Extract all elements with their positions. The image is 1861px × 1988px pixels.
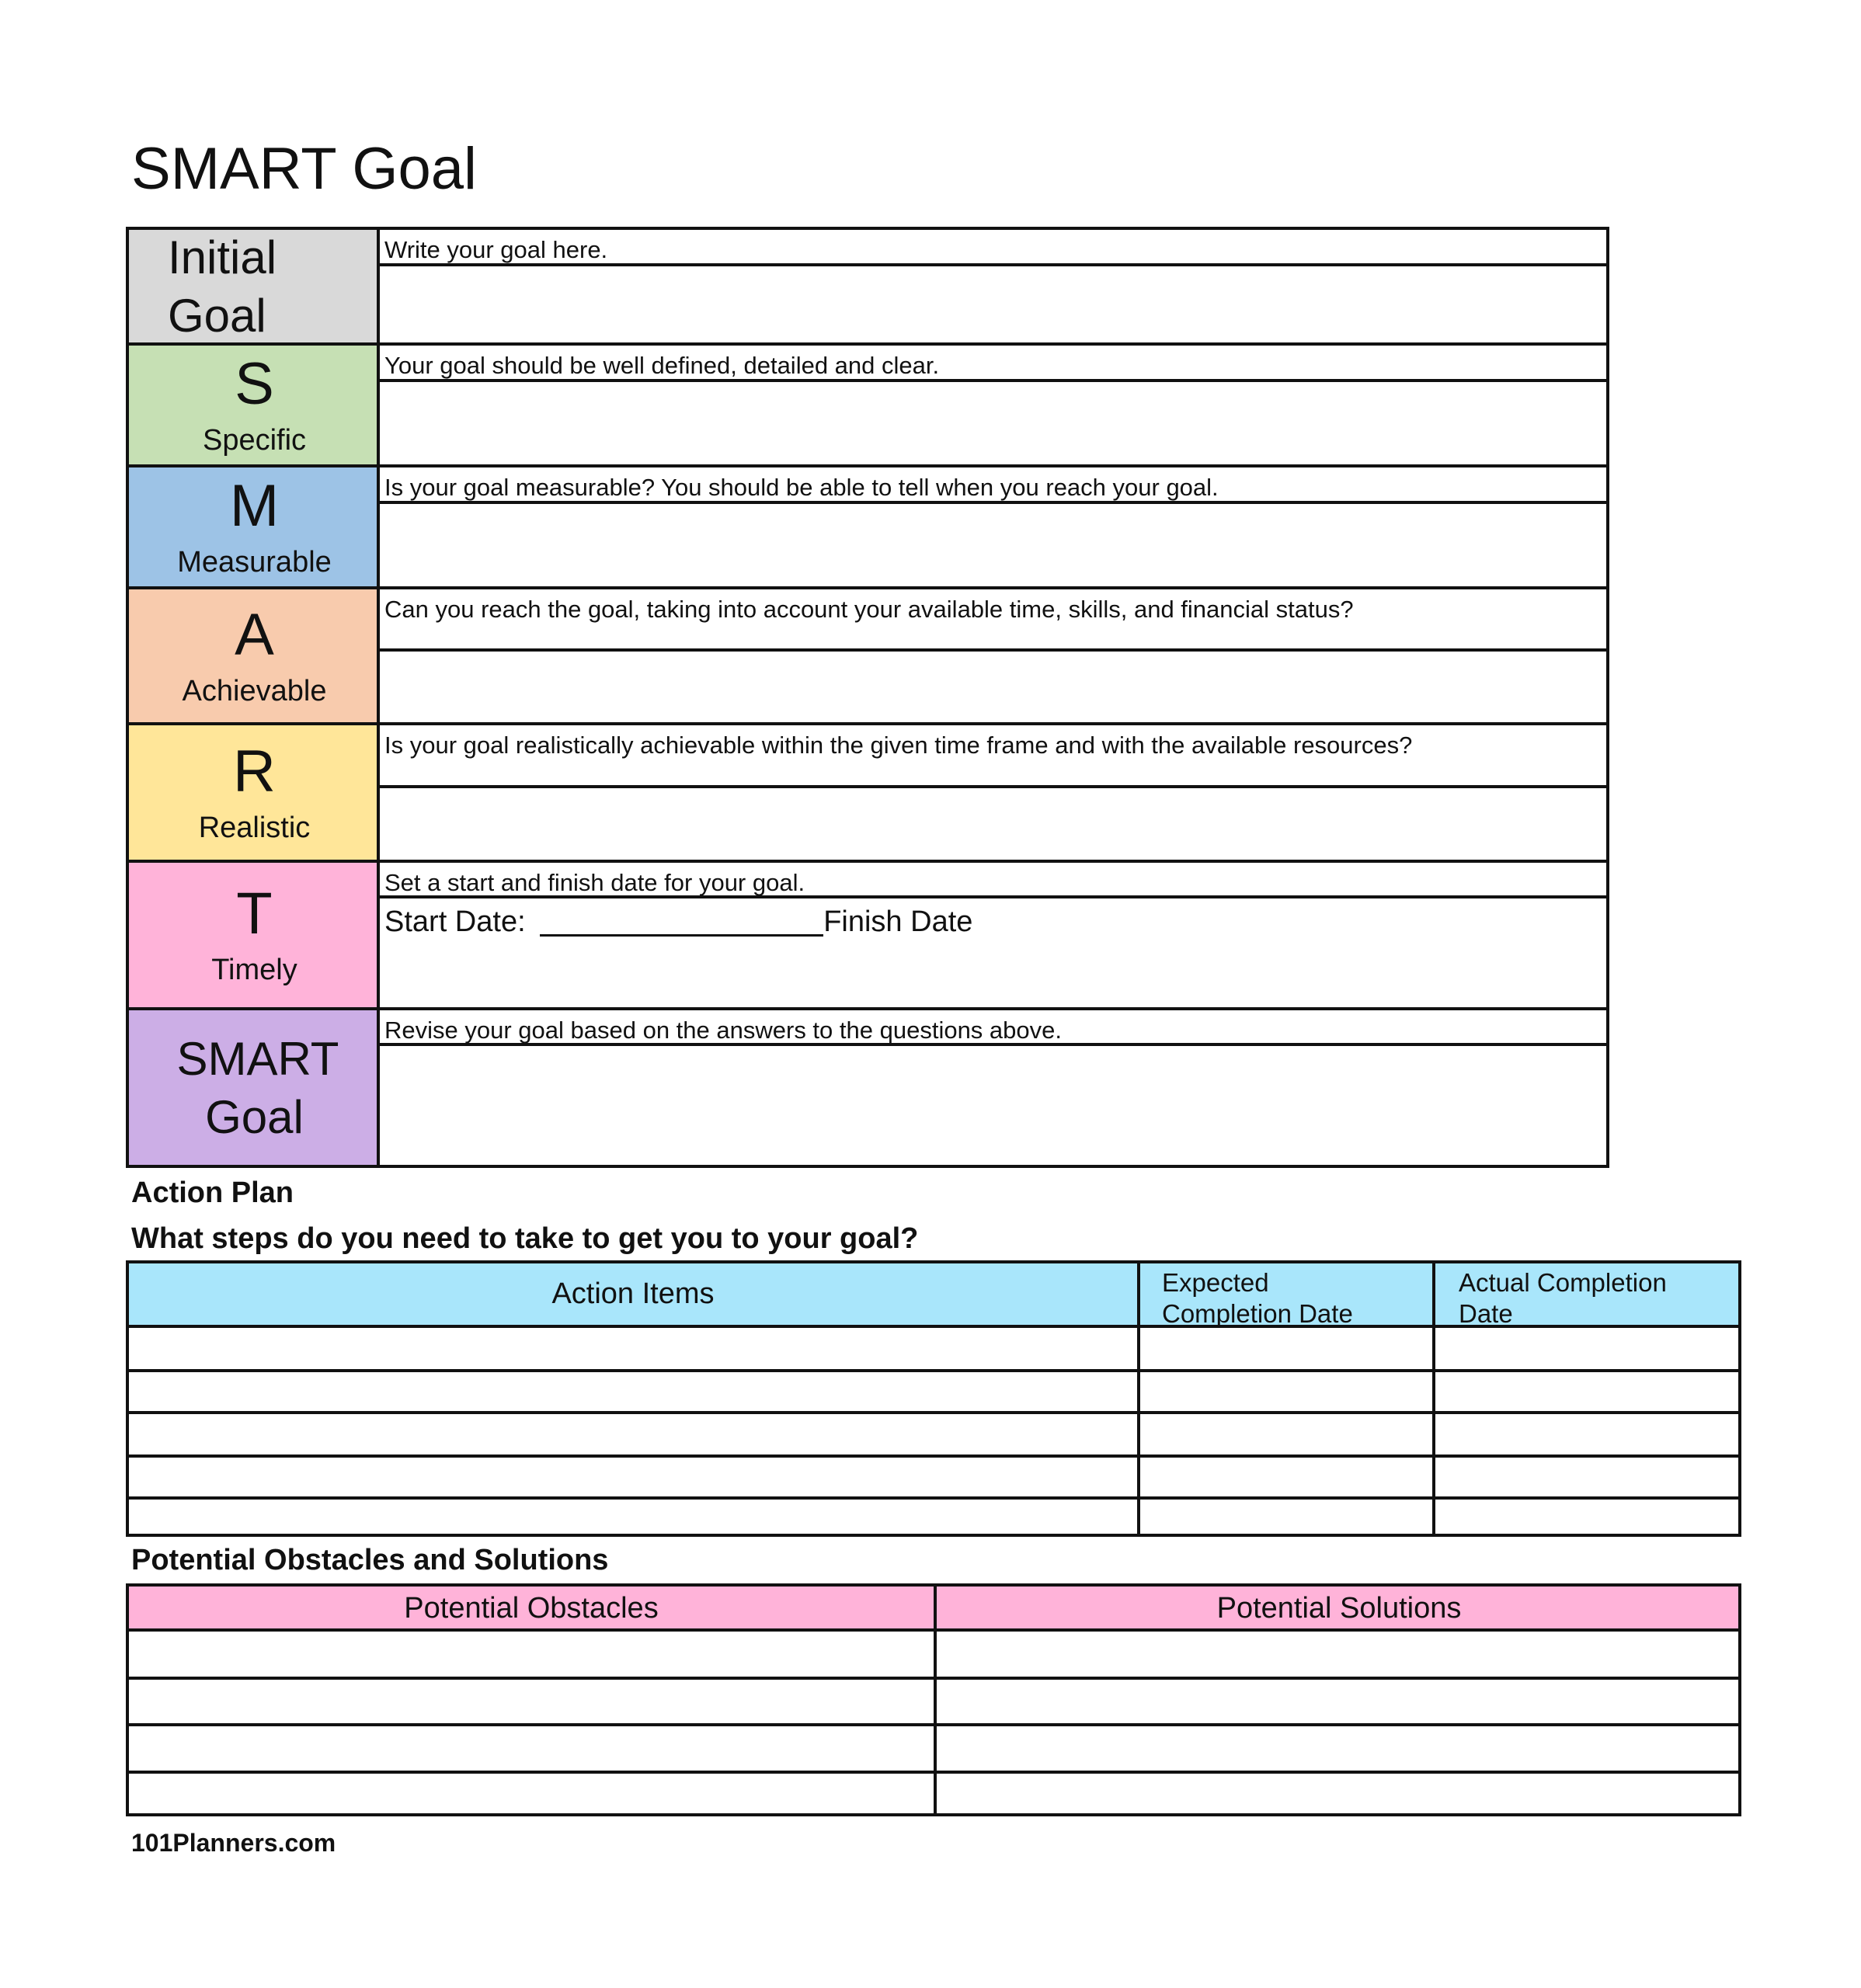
column-header-solutions: Potential Solutions bbox=[1216, 1592, 1462, 1625]
prompt-measurable: Is your goal measurable? You should be able to tell when you reach your goal. bbox=[384, 474, 1219, 501]
label-realistic bbox=[129, 725, 380, 863]
action-plan-question: What steps do you need to take to get you to your goal? bbox=[131, 1222, 919, 1255]
start-date-field[interactable] bbox=[540, 908, 823, 937]
prompt-underline bbox=[380, 263, 1606, 266]
label-initial-goal bbox=[129, 230, 380, 346]
obstacles-heading: Potential Obstacles and Solutions bbox=[131, 1544, 609, 1576]
row-divider bbox=[380, 860, 1606, 863]
letter-r: R bbox=[233, 738, 276, 805]
table-row bbox=[129, 1496, 1738, 1500]
table-row bbox=[129, 1325, 1738, 1328]
prompt-achievable: Can you reach the goal, taking into account your available time, skills, and financial status? bbox=[384, 596, 1354, 623]
footer-site: 101Planners.com bbox=[131, 1829, 336, 1857]
column-header-action-items: Action Items bbox=[551, 1277, 715, 1310]
label-smart-goal bbox=[129, 1010, 380, 1165]
prompt-underline bbox=[380, 501, 1606, 504]
letter-t: T bbox=[236, 881, 273, 947]
smart-table bbox=[126, 227, 1609, 1168]
label-text: Initial Goal bbox=[168, 231, 277, 342]
obstacles-table bbox=[126, 1583, 1741, 1816]
column-divider bbox=[1137, 1263, 1140, 1534]
column-divider bbox=[1432, 1263, 1435, 1534]
label-text: Measurable bbox=[177, 545, 332, 579]
action-plan-heading: Action Plan bbox=[131, 1176, 294, 1209]
start-date-label: Start Date: bbox=[384, 905, 526, 938]
prompt-smart-goal: Revise your goal based on the answers to the questions above. bbox=[384, 1017, 1062, 1044]
label-timely bbox=[129, 863, 380, 1010]
table-row bbox=[129, 1455, 1738, 1458]
action-items-table bbox=[126, 1260, 1741, 1537]
finish-date-label: Finish Date bbox=[823, 905, 973, 938]
date-line bbox=[384, 907, 972, 937]
label-text: Timely bbox=[211, 954, 297, 986]
label-specific bbox=[129, 346, 380, 467]
prompt-realistic: Is your goal realistically achievable within the given time frame and with the available resources? bbox=[384, 732, 1413, 759]
row-divider bbox=[380, 342, 1606, 346]
prompt-timely: Set a start and finish date for your goal. bbox=[384, 869, 805, 896]
label-achievable bbox=[129, 589, 380, 725]
row-divider bbox=[380, 722, 1606, 725]
letter-s: S bbox=[235, 350, 274, 417]
prompt-underline bbox=[380, 379, 1606, 382]
label-text: Achievable bbox=[182, 674, 327, 707]
table-row bbox=[129, 1411, 1738, 1414]
row-divider bbox=[380, 586, 1606, 589]
table-row bbox=[129, 1369, 1738, 1372]
label-text: Specific bbox=[202, 423, 307, 457]
column-divider bbox=[377, 230, 380, 1165]
prompt-specific: Your goal should be well defined, detailed and clear. bbox=[384, 352, 940, 379]
label-measurable bbox=[129, 467, 380, 589]
letter-m: M bbox=[229, 472, 280, 539]
label-text: Realistic bbox=[198, 811, 311, 844]
prompt-initial-goal: Write your goal here. bbox=[384, 236, 608, 263]
page-title: SMART Goal bbox=[131, 136, 477, 202]
prompt-underline bbox=[380, 785, 1606, 788]
letter-a: A bbox=[235, 601, 274, 668]
column-header-expected-date: Expected Completion Date bbox=[1162, 1268, 1353, 1328]
row-divider bbox=[380, 1007, 1606, 1010]
column-header-actual-date: Actual Completion Date bbox=[1459, 1268, 1667, 1328]
column-divider bbox=[934, 1587, 937, 1813]
column-header-obstacles: Potential Obstacles bbox=[404, 1592, 659, 1625]
prompt-underline bbox=[380, 648, 1606, 652]
row-divider bbox=[380, 464, 1606, 467]
label-text: SMART Goal bbox=[176, 1032, 339, 1143]
